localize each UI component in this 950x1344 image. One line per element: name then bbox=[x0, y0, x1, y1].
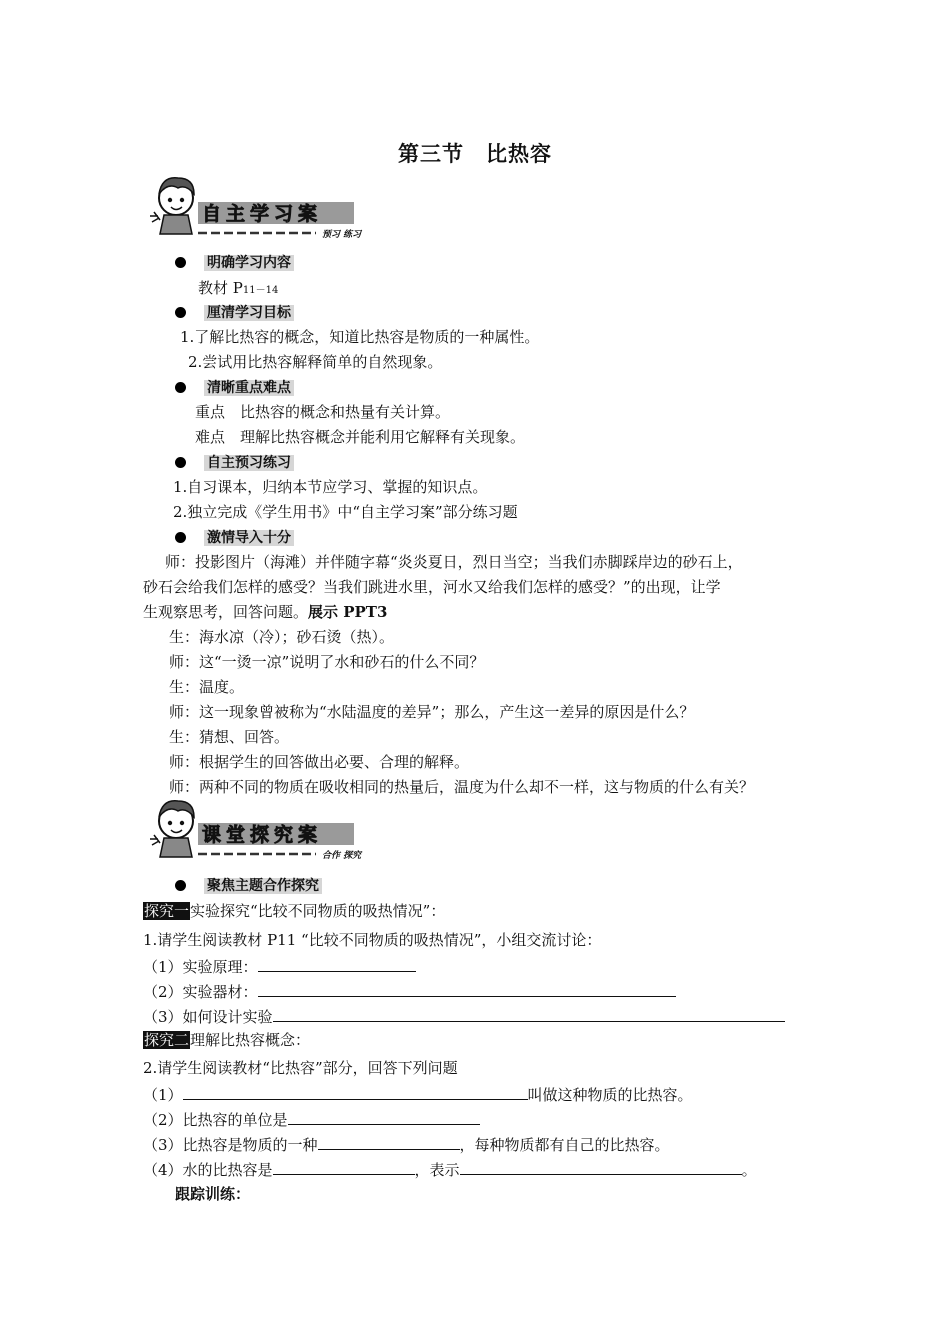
goal-2: 2.尝试用比热容解释简单的自然现象。 bbox=[188, 353, 443, 371]
dialogue-line: 生：海水凉（冷）；砂石烫（热）。 bbox=[169, 628, 395, 646]
answer-blank[interactable] bbox=[258, 955, 416, 972]
question-1b: （2）实验器材： bbox=[143, 980, 676, 1002]
key-point: 重点 比热容的概念和热量有关计算。 bbox=[195, 403, 451, 421]
banner-subtitle: 预习 练习 bbox=[322, 230, 362, 240]
question-2d: （4）水的比热容是 ，表示 。 bbox=[143, 1158, 757, 1180]
heading-study-content: 明确学习内容 bbox=[175, 252, 294, 273]
inquiry-1-title: 探究一实验探究“比较不同物质的吸热情况”： bbox=[144, 902, 446, 920]
answer-blank[interactable] bbox=[318, 1133, 460, 1150]
answer-blank[interactable] bbox=[273, 1158, 415, 1175]
banner-subtitle: 合作 探究 bbox=[322, 851, 362, 861]
cartoon-boy-icon bbox=[150, 178, 194, 234]
question-1c: （3）如何设计实验 bbox=[143, 1005, 785, 1027]
goal-1: 1.了解比热容的概念，知道比热容是物质的一种属性。 bbox=[180, 328, 540, 346]
bullet-icon bbox=[175, 532, 186, 543]
difficulty-point: 难点 理解比热容概念并能利用它解释有关现象。 bbox=[195, 428, 526, 446]
inquiry-2-title: 探究二理解比热容概念： bbox=[144, 1031, 311, 1049]
answer-blank[interactable] bbox=[460, 1158, 742, 1175]
question-2b: （2）比热容的单位是 bbox=[143, 1108, 480, 1130]
page-title: 第三节 比热容 bbox=[398, 141, 552, 166]
cartoon-boy-icon bbox=[150, 801, 194, 857]
question-1: 1.请学生阅读教材 P11 “比较不同物质的吸热情况”，小组交流讨论： bbox=[143, 931, 602, 949]
bullet-icon bbox=[175, 257, 186, 268]
intro-line-1: 师：投影图片（海滩）并伴随字幕“炎炎夏日，烈日当空；当我们赤脚踩岸边的砂石上， bbox=[165, 553, 743, 571]
dialogue-line: 师：两种不同的物质在吸收相同的热量后，温度为什么却不一样，这与物质的什么有关？ bbox=[169, 778, 755, 796]
dialogue-line: 师：根据学生的回答做出必要、合理的解释。 bbox=[169, 753, 470, 771]
heading-focus-inquiry: 聚焦主题合作探究 bbox=[175, 875, 322, 896]
intro-line-3: 生观察思考，回答问题。展示 PPT3 bbox=[143, 603, 388, 621]
heading-learning-goals: 厘清学习目标 bbox=[175, 302, 294, 323]
bullet-icon bbox=[175, 307, 186, 318]
answer-blank[interactable] bbox=[273, 1005, 785, 1022]
heading-key-points: 清晰重点难点 bbox=[175, 377, 294, 398]
bullet-icon bbox=[175, 457, 186, 468]
inquiry-tag: 探究一 bbox=[144, 902, 190, 920]
dialogue-line: 师：这一现象曾被称为“水陆温度的差异”；那么，产生这一差异的原因是什么？ bbox=[169, 703, 695, 721]
dialogue-line: 生：猜想、回答。 bbox=[169, 728, 290, 746]
heading-preview-exercise: 自主预习练习 bbox=[175, 452, 294, 473]
inquiry-tag: 探究二 bbox=[144, 1031, 190, 1049]
question-2a: （1） 叫做这种物质的比热容。 bbox=[143, 1083, 693, 1105]
bullet-icon bbox=[175, 880, 186, 891]
banner-title: 自主学习案 bbox=[202, 203, 323, 225]
intro-line-2: 砂石会给我们怎样的感受？当我们跳进水里，河水又给我们怎样的感受？”的出现，让学 bbox=[143, 578, 721, 596]
study-content-text: 教材 P11－14 bbox=[198, 279, 279, 297]
question-2c: （3）比热容是物质的一种 ，每种物质都有自己的比热容。 bbox=[143, 1133, 670, 1155]
banner-title: 课堂探究案 bbox=[202, 824, 323, 846]
answer-blank[interactable] bbox=[258, 980, 676, 997]
heading-intro: 激情导入十分 bbox=[175, 527, 294, 548]
exercise-2: 2.独立完成《学生用书》中“自主学习案”部分练习题 bbox=[173, 503, 518, 521]
dialogue-line: 生：温度。 bbox=[169, 678, 245, 696]
tracking-practice-label: 跟踪训练： bbox=[175, 1185, 251, 1203]
question-2: 2.请学生阅读教材“比热容”部分，回答下列问题 bbox=[143, 1059, 458, 1077]
answer-blank[interactable] bbox=[183, 1083, 528, 1100]
bullet-icon bbox=[175, 382, 186, 393]
dialogue-line: 师：这“一烫一凉”说明了水和砂石的什么不同？ bbox=[169, 653, 485, 671]
section-banner-self-study bbox=[140, 172, 390, 242]
question-1a: （1）实验原理： bbox=[143, 955, 416, 977]
exercise-1: 1.自习课本，归纳本节应学习、掌握的知识点。 bbox=[173, 478, 488, 496]
answer-blank[interactable] bbox=[288, 1108, 480, 1125]
section-banner-class-inquiry bbox=[140, 795, 390, 865]
